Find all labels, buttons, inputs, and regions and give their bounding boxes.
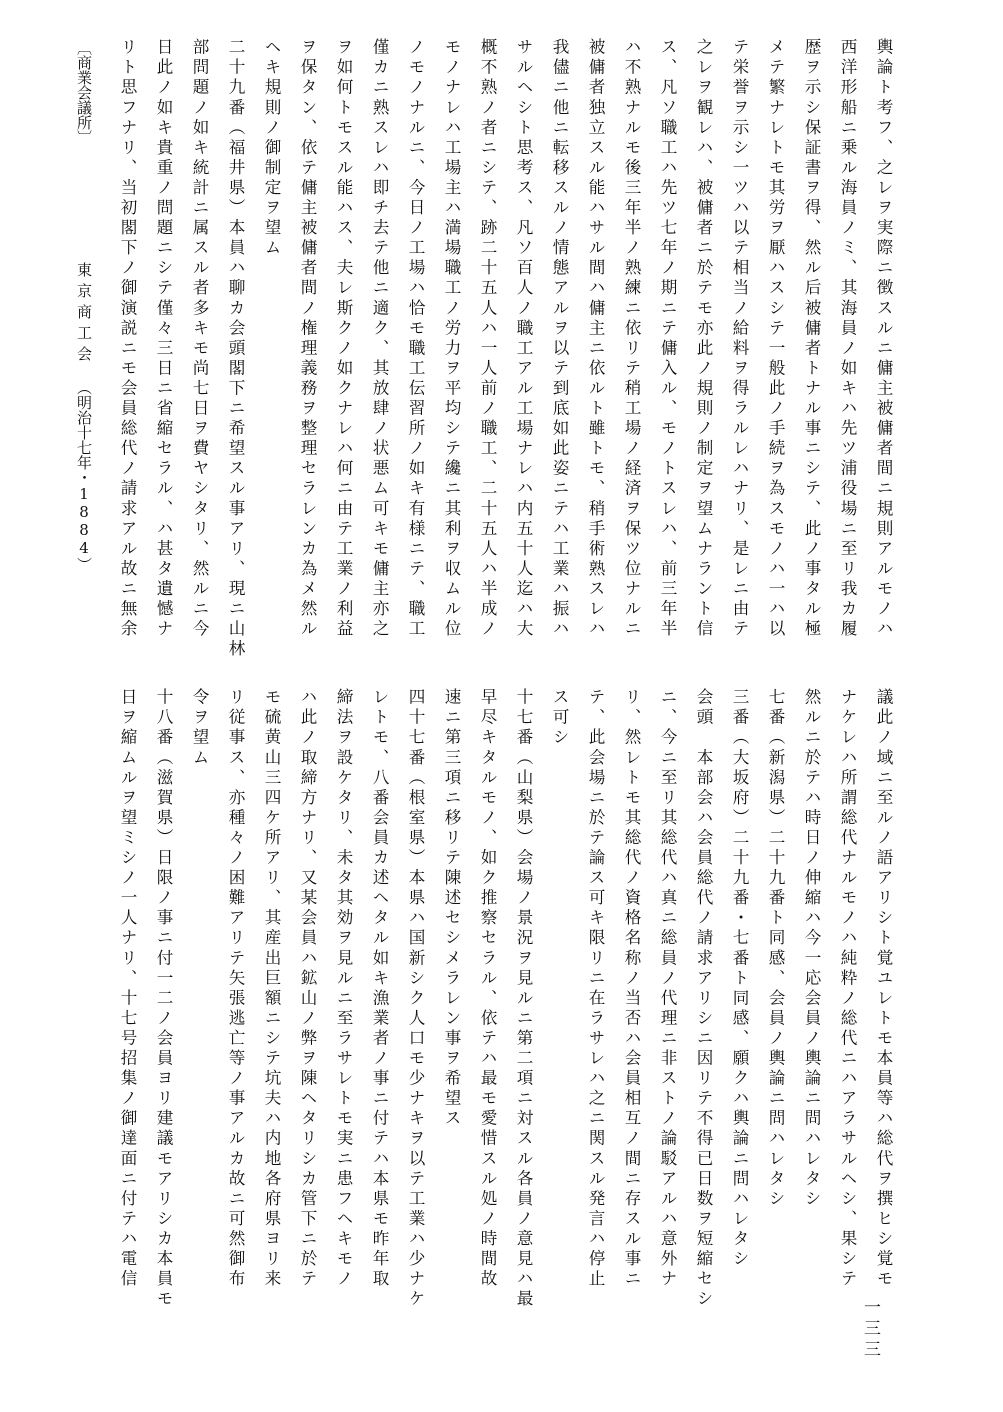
text-column: 歴ヲ示シ保証書ヲ得、然ル后被傭者トナル事ニシテ、此ノ事タル極 (802, 38, 821, 640)
text-column: ヲ保タン、依テ傭主被傭者間ノ権理義務ヲ整理セラレンカ為メ然ル (298, 38, 317, 640)
text-column: 部問題ノ如キ統計ニ属スル者多キモ尚七日ヲ費ヤシタリ、然ルニ今 (190, 38, 209, 640)
text-column: 議此ノ域ニ至ルノ語アリシト覚ユレトモ本員等ハ総代ヲ撰ヒシ覚モ (874, 688, 893, 1290)
text-column: 十八番（滋賀県）日限ノ事ニ付一二ノ会員ヨリ建議モアリシカ本員モ (154, 688, 173, 1310)
text-column: ハ此ノ取締方ナリ、又某会員ハ鉱山ノ弊ヲ陳ヘタリシカ管下ニ於テ (298, 688, 317, 1290)
running-head-date: （明治十七年・1884） (75, 380, 93, 572)
text-column: 概不熟ノ者ニシテ、跡二十五人ハ一人前ノ職工、二十五人ハ半成ノ (478, 38, 497, 640)
text-column: 七番（新潟県）二十九番ト同感、会員ノ輿論ニ問ハレタシ (766, 688, 785, 1210)
text-column: テ、此会場ニ於テ論ス可キ限リニ在ラサレハ之ニ関スル発言ハ停止 (586, 688, 605, 1290)
text-column: モノナレハ工場主ハ満場職工ノ労力ヲ平均シテ纔ニ其利ヲ収ムル位 (442, 38, 461, 640)
text-column: 被傭者独立スル能ハサル間ハ傭主ニ依ルト雖トモ、稍手術熟スレハ (586, 38, 605, 640)
text-column: 早尽キタルモノ、如ク推察セラル、依テハ最モ愛惜スル処ノ時間故 (478, 688, 497, 1290)
text-column: テ栄誉ヲ示シ一ツハ以テ相当ノ給料ヲ得ラルレハナリ、是レニ由テ (730, 38, 749, 640)
text-column: 日ヲ縮ムルヲ望ミシノ一人ナリ、十七号招集ノ御達面ニ付テハ電信 (118, 688, 137, 1290)
text-column: サルヘシト思考ス、凡ソ百人ノ職工アル工場ナレハ内五十人迄ハ大 (514, 38, 533, 640)
text-column: 之レヲ観レハ、被傭者ニ於テモ亦此ノ規則ノ制定ヲ望ムナラント信 (694, 38, 713, 640)
text-column: 僅カニ熟スレハ即チ去テ他ニ適ク、其放肆ノ状悪ム可キモ傭主亦之 (370, 38, 389, 640)
text-column: 西洋形船ニ乗ル海員ノミ、其海員ノ如キハ先ツ浦役場ニ至リ我カ履 (838, 38, 857, 640)
text-column: 令ヲ望ム (190, 688, 209, 769)
text-column: ス可シ (550, 688, 569, 749)
text-column: リト思フナリ、当初閣下ノ御演説ニモ会員総代ノ請求アル故ニ無余 (118, 38, 137, 640)
text-column: 三番（大坂府）二十九番・七番ト同感、願クハ輿論ニ問ハレタシ (730, 688, 749, 1270)
text-column: ナケレハ所謂総代ナルモノハ純粋ノ総代ニハアラサルヘシ、果シテ (838, 688, 857, 1290)
text-column: 速ニ第三項ニ移リテ陳述セシメラレン事ヲ希望ス (442, 688, 461, 1130)
text-column: レトモ、八番会員カ述ヘタル如キ漁業者ノ事ニ付テハ本県モ昨年取 (370, 688, 389, 1290)
text-column: ニ、今ニ至リ其総代ハ真ニ総員ノ代理ニ非ストノ論駁アルハ意外ナ (658, 688, 677, 1290)
text-column: 締法ヲ設ケタリ、未タ其効ヲ見ルニ至ラサレトモ実ニ患フヘキモノ (334, 688, 353, 1290)
text-column: ノモノナルニ、今日ノ工場ハ恰モ職工伝習所ノ如キ有様ニテ、職工 (406, 38, 425, 640)
text-column: 十七番（山梨県）会場ノ景況ヲ見ルニ第二項ニ対スル各員ノ意見ハ最 (514, 688, 533, 1310)
text-column: ハ不熟ナルモ後三年半ノ熟練ニ依リテ稍工場ノ経済ヲ保ツ位ナルニ (622, 38, 641, 640)
text-column: 会頭 本部会ハ会員総代ノ請求アリシニ因リテ不得已日数ヲ短縮セシ (694, 688, 713, 1310)
running-head-section: 〔商業会議所〕 (75, 40, 93, 145)
running-head-org: 東京商工会 (75, 262, 93, 367)
text-column: 日此ノ如キ貴重ノ問題ニシテ僅々三日ニ省縮セラル、ハ甚タ遺憾ナ (154, 38, 173, 640)
text-column: ヘキ規則ノ御制定ヲ望ム (262, 38, 281, 259)
text-column: メテ繁ナレトモ其労ヲ厭ハスシテ一般此ノ手続ヲ為スモノハ一ハ以 (766, 38, 785, 640)
text-column: ス、凡ソ職工ハ先ツ七年ノ期ニテ傭入ル、モノトスレハ、前三年半 (658, 38, 677, 640)
text-column: 四十七番（根室県）本県ハ国新シク人口モ少ナキヲ以テ工業ハ少ナケ (406, 688, 425, 1310)
text-column: 二十九番（福井県）本員ハ聊カ会頭閣下ニ希望スル事アリ、現ニ山林 (226, 38, 245, 660)
text-column: ヲ如何トモスル能ハス、夫レ斯クノ如クナレハ何ニ由テ工業ノ利益 (334, 38, 353, 640)
page-number: 一三三 (860, 1298, 880, 1361)
text-column: 輿論ト考フ、之レヲ実際ニ徴スルニ傭主被傭者間ニ規則アルモノハ (874, 38, 893, 640)
text-column: リ従事ス、亦種々ノ困難アリテ矢張逃亡等ノ事アルカ故ニ可然御布 (226, 688, 245, 1290)
text-column: リ、然レトモ其総代ノ資格名称ノ当否ハ会員相互ノ間ニ存スル事ニ (622, 688, 641, 1290)
text-column: モ硫黄山三四ケ所アリ、其産出巨額ニシテ坑夫ハ内地各府県ヨリ来 (262, 688, 281, 1290)
text-column: 然ルニ於テハ時日ノ伸縮ハ今一応会員ノ輿論ニ問ハレタシ (802, 688, 821, 1210)
text-column: 我儘ニ他ニ転移スルノ情態アルヲ以テ到底如此姿ニテハ工業ハ振ハ (550, 38, 569, 640)
